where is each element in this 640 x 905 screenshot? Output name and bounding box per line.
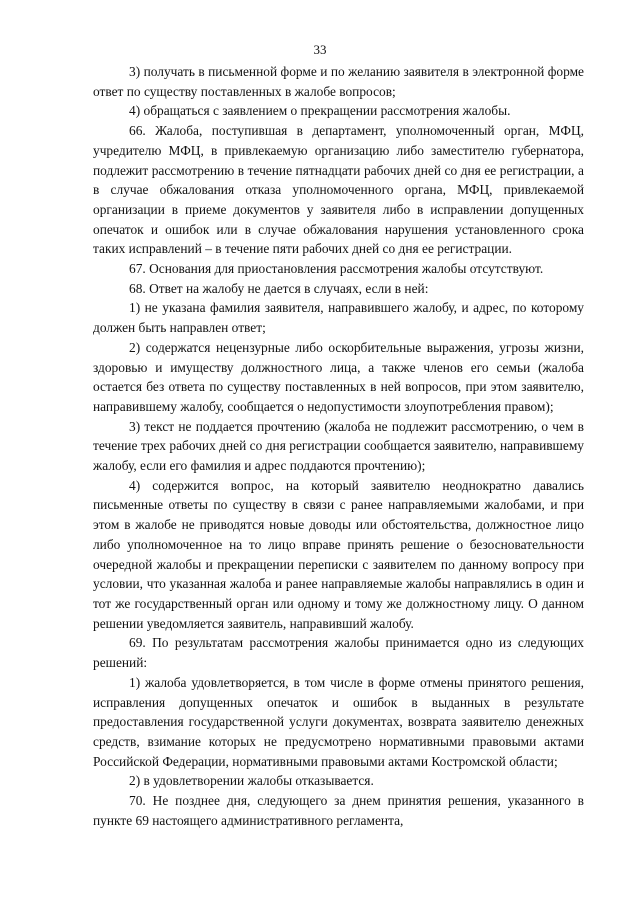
page-number: 33: [313, 42, 327, 57]
paragraph-68: 68. Ответ на жалобу не дается в случаях, если в ней:: [129, 280, 429, 296]
paragraph-68-item-3: 3) текст не поддается прочтению (жалоба не подлежит рассмотрению, о чем в течение трех рабочих дней со дня регистрации сообщается заявителю, направившему жалобу, если его фамилия и адрес поддаются прочтению);: [93, 418, 584, 474]
paragraph-69-item-1: 1) жалоба удовлетворяется, в том числе в форме отмены принятого решения, исправления допущенных опечаток и ошибок в выданных в результате предоставления государственной услуги документах, возврата заявителю денежных средств, взимание которых не предусмотрено нормативными правовыми актами Российской Федерации, нормативными правовыми актами Костромской области;: [93, 674, 584, 769]
paragraph-item-4: 4) обращаться с заявлением о прекращении рассмотрения жалобы.: [129, 103, 511, 119]
paragraph-69: 69. По результатам рассмотрения жалобы принимается одно из следующих решений:: [93, 635, 584, 671]
paragraph-68-item-2: 2) содержатся нецензурные либо оскорбительные выражения, угрозы жизни, здоровью и имуществу должностного лица, а также членов его семьи (жалоба остается без ответа по существу поставленных в ней вопросов, при этом заявителю, направившему жалобу, сообщается о недопустимости злоупотребления правом);: [93, 339, 584, 414]
paragraph-66: 66. Жалоба, поступившая в департамент, уполномоченный орган, МФЦ, учредителю МФЦ, в привлекаемую организацию либо заместителю губернатора, подлежит рассмотрению в течение пятнадцати рабочих дней со дня ее регистрации, а в случае обжалования отказа уполномоченного органа, МФЦ, привлекаемой организации в приеме документов у заявителя либо в исправлении допущенных опечаток и ошибок или в случае обжалования нарушения установленного срока таких исправлений – в течение пяти рабочих дней со дня ее регистрации.: [93, 123, 584, 257]
paragraph-68-item-4: 4) содержится вопрос, на который заявителю неоднократно давались письменные ответы по существу в связи с ранее направляемыми жалобами, и при этом в жалобе не приводятся новые доводы или обстоятельства, должностное лицо либо уполномоченное на то лицо вправе принять решение о безосновательности очередной жалобы и прекращении переписки с заявителем по данному вопросу при условии, что указанная жалоба и ранее направляемые жалобы направлялись в один и тот же государственный орган или одному и тому же должностному лицу. О данном решении уведомляется заявитель, направивший жалобу.: [93, 477, 584, 631]
paragraph-item-3: 3) получать в письменной форме и по желанию заявителя в электронной форме ответ по существу поставленных в жалобе вопросов;: [93, 64, 584, 99]
paragraph-67: 67. Основания для приостановления рассмотрения жалобы отсутствуют.: [129, 261, 544, 277]
document-body: [93, 62, 584, 830]
paragraph-70: 70. Не позднее дня, следующего за днем принятия решения, указанного в пункте 69 настоящего административного регламента,: [93, 793, 584, 828]
paragraph-69-item-2: 2) в удовлетворении жалобы отказывается.: [129, 773, 374, 789]
paragraph-68-item-1: 1) не указана фамилия заявителя, направившего жалобу, и адрес, по которому должен быть направлен ответ;: [93, 300, 584, 336]
